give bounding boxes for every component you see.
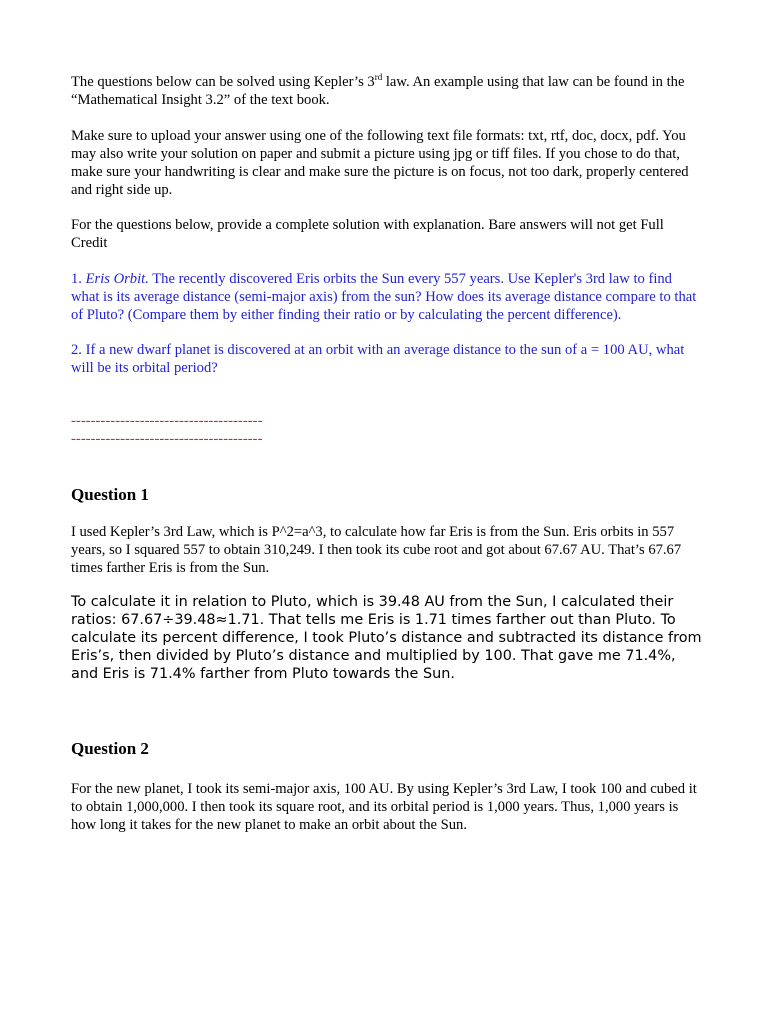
separator-line-1: --------------------------------------- (71, 413, 263, 429)
intro-paragraph-2: Make sure to upload your answer using one of the following text file formats: txt, rtf, doc, docx, pdf. You may also write your solution on paper and submit a picture using jpg or tiff files. If you chose to do that, make sure your handwriting is clear and make sure the picture is on focus, not too dark, properly centered and right side up. (71, 128, 689, 198)
answer-2-heading: Question 2 (71, 739, 149, 758)
intro-p1-text-a: The questions below can be solved using Kepler’s 3 (71, 74, 375, 90)
answer-1-heading: Question 1 (71, 485, 149, 504)
question-1-number: 1. (71, 271, 86, 287)
question-1-title: Eris Orbit. (85, 271, 149, 287)
answer-1-paragraph-1: I used Kepler’s 3rd Law, which is P^2=a^3, to calculate how far Eris is from the Sun. Eris orbits in 557 years, so I squared 557 to obtain 310,249. I then took its cube root and got about 67.67 AU. That’s 67.67 times farther Eris is from the Sun. (71, 524, 682, 576)
question-1-prompt (71, 270, 701, 324)
answer-1-paragraph-2: To calculate it in relation to Pluto, which is 39.48 AU from the Sun, I calculated their ratios: 67.67÷39.48≈1.71. That tells me Eris is 1.71 times farther out than Pluto. To calculate its percent difference, I took Pluto’s distance and subtracted its distance from Eris’s, then divided by Pluto’s distance and multiplied by 100. That gave me 71.4%, and Eris is 71.4% farther from Pluto towards the Sun. (71, 594, 702, 682)
question-2-prompt: 2. If a new dwarf planet is discovered at an orbit with an average distance to the sun of a = 100 AU, what will be its orbital period? (71, 342, 685, 376)
question-1-text: The recently discovered Eris orbits the Sun every 557 years. Use Kepler's 3rd law to find what is its average distance (semi-major axis) from the sun? How does its average distance compare to that of Pluto? (Compare them by either finding their ratio or by calculating the percent difference). (71, 271, 697, 323)
answer-2-paragraph-1: For the new planet, I took its semi-major axis, 100 AU. By using Kepler’s 3rd Law, I took 100 and cubed it to obtain 1,000,000. I then took its square root, and its orbital period is 1,000 years. Thus, 1,000 years is how long it takes for the new planet to make an orbit about the Sun. (71, 781, 697, 833)
separator-line-2: --------------------------------------- (71, 431, 263, 447)
intro-paragraph-1 (71, 73, 701, 109)
intro-p1-text-b: law. An example using that law can be found in the “Mathematical Insight 3.2” of the text book. (71, 74, 685, 108)
intro-paragraph-3: For the questions below, provide a complete solution with explanation. Bare answers will not get Full Credit (71, 217, 664, 251)
intro-p1-superscript: rd (374, 72, 383, 83)
